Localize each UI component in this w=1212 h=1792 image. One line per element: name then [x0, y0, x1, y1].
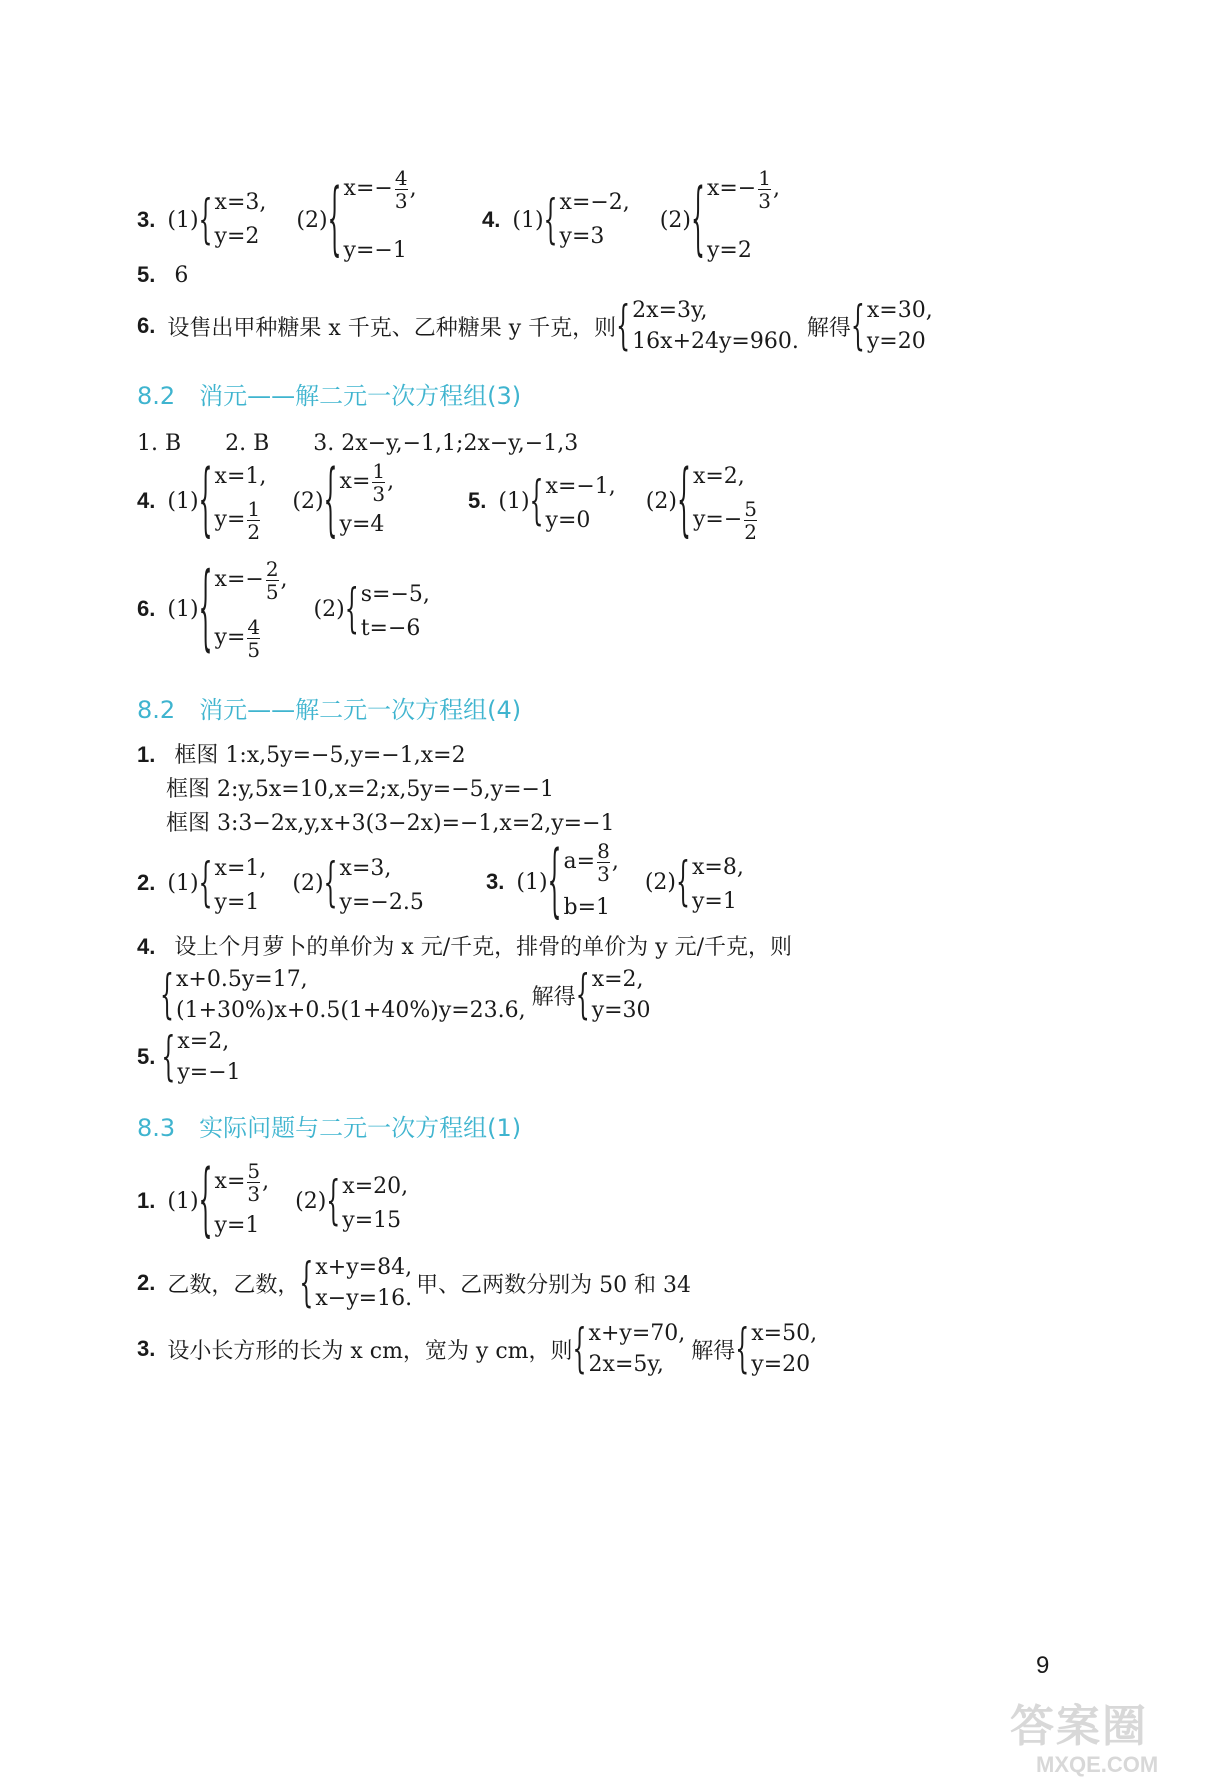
equation-system: { x=8, y=1 — [676, 851, 744, 913]
eq-line: x=2, — [177, 1028, 230, 1054]
s3-q3 — [137, 1316, 817, 1382]
q3-top — [137, 165, 417, 265]
q5-top — [137, 262, 188, 288]
eq-line: y=2 — [214, 224, 260, 249]
fraction — [758, 167, 771, 212]
part-label: (2) — [295, 1188, 327, 1214]
eq-line: y=20 — [866, 328, 926, 354]
part-label: (1) — [167, 207, 199, 233]
equation-system: { x=− $\frac{2}{5}$ , y= $\frac{4}{5}$ — [198, 556, 288, 662]
equation-system: { x=−2, y=3 — [544, 186, 630, 254]
answer-line: 框图 1:x,5y=−5,y=−1,x=2 — [174, 743, 466, 768]
question-number: 3. — [137, 1336, 156, 1361]
denominator: 5 — [265, 579, 279, 604]
equation-system: { x=2, y=30 — [575, 965, 651, 1025]
equation-system: { x=− $\frac{1}{3}$ , y=2 — [691, 172, 780, 268]
fraction — [372, 460, 385, 505]
eq-line: y=1 — [214, 1213, 260, 1238]
numerator: 5 — [247, 1158, 261, 1183]
fraction — [247, 498, 260, 543]
q4-top — [482, 165, 780, 265]
s2-q2 — [137, 846, 424, 920]
eq-line: x+y=70, — [588, 1320, 686, 1346]
denominator: 3 — [758, 188, 771, 213]
eq-text: a= — [563, 849, 596, 874]
section-title: 8.2 消元——解二元一次方程组(3) — [137, 382, 522, 410]
equation-system: { a= $\frac{8}{3}$ , b=1 — [547, 837, 619, 927]
eq-line: x=8, — [692, 855, 744, 880]
watermark-logo: 答案圈 — [1010, 1702, 1148, 1751]
eq-line: y=−1 — [177, 1059, 241, 1085]
question-number: 1. — [137, 1188, 156, 1213]
question-number: 3. — [486, 869, 505, 894]
numerator: 2 — [265, 556, 279, 581]
equation-system: { x= $\frac{1}{3}$ , y=4 — [323, 456, 395, 546]
eq-line: y=15 — [342, 1208, 402, 1233]
part-label: (2) — [644, 869, 676, 895]
numerator: 4 — [394, 165, 408, 190]
eq-line: y=3 — [559, 224, 605, 249]
eq-line: x=−2, — [559, 190, 630, 215]
eq-text: , — [772, 176, 780, 201]
s3-q2 — [137, 1250, 691, 1316]
question-number: 6. — [137, 313, 156, 338]
s1-q5 — [468, 456, 759, 546]
question-number: 4. — [137, 488, 156, 513]
eq-line: x+y=84, — [315, 1254, 413, 1280]
question-number: 6. — [137, 596, 156, 621]
eq-text: y= — [214, 507, 246, 532]
s1-q4 — [137, 456, 395, 546]
equation-system: { x=3, y=−2.5 — [324, 852, 424, 914]
eq-line: x+0.5y=17, — [176, 966, 308, 992]
eq-line: y=−1 — [343, 238, 407, 263]
eq-line: 2x=5y, — [588, 1351, 664, 1377]
fraction — [247, 616, 260, 661]
answer-text: 设小长方形的长为 x cm，宽为 y cm，则 — [167, 1338, 573, 1364]
equation-system: { x=50, y=20 — [735, 1319, 818, 1379]
equation-system: { x=−1, y=0 — [530, 470, 616, 532]
eq-text: , — [280, 567, 288, 592]
answer-text: 6 — [174, 263, 189, 288]
question-number: 4. — [137, 934, 156, 959]
s1-q6 — [137, 556, 430, 662]
question-number: 5. — [137, 262, 156, 287]
eq-line: x=20, — [342, 1174, 409, 1199]
eq-line: 16x+24y=960. — [632, 328, 799, 354]
eq-line: x=2, — [692, 464, 745, 489]
equation-system: { x=1, y= $\frac{1}{2}$ — [198, 456, 267, 546]
eq-line: x=1, — [214, 856, 267, 881]
denominator: 3 — [372, 481, 386, 506]
watermark-url: MXQE.COM — [1036, 1752, 1159, 1777]
eq-line: x=−1, — [545, 474, 616, 499]
eq-line: y=1 — [214, 890, 260, 915]
numerator: 4 — [247, 614, 261, 639]
s3-q1 — [137, 1158, 408, 1244]
equation-system: { x=20, y=15 — [326, 1170, 408, 1232]
part-label: (1) — [512, 207, 544, 233]
eq-text: , — [409, 176, 417, 201]
numerator: 1 — [247, 496, 261, 521]
equation-system: { x=3, y=2 — [199, 186, 267, 254]
eq-text: x=− — [343, 176, 393, 201]
answer-text: 设售出甲种糖果 x 千克、乙种糖果 y 千克，则 — [167, 315, 617, 341]
eq-line: t=−6 — [360, 616, 421, 641]
numerator: 1 — [372, 458, 386, 483]
part-label: (1) — [498, 488, 530, 514]
equation-system: { x=2, y=−1 — [161, 1027, 241, 1087]
numerator: 8 — [597, 838, 610, 863]
eq-text: x=− — [214, 567, 264, 592]
eq-text: y=− — [692, 507, 743, 532]
page-number: 9 — [1036, 1652, 1050, 1679]
answer-text: 甲、乙两数分别为 50 和 34 — [416, 1272, 692, 1298]
equation-system: { x= $\frac{5}{3}$ , y=1 — [198, 1156, 270, 1246]
question-number: 1. — [137, 742, 156, 767]
eq-line: y=2 — [706, 238, 752, 263]
equation-system: { s=−5, t=−6 — [345, 578, 430, 640]
answer-text: 设上个月萝卜的单价为 x 元/千克，排骨的单价为 y 元/千克，则 — [174, 935, 792, 960]
part-label: (2) — [292, 488, 324, 514]
question-number: 5. — [137, 1044, 156, 1069]
denominator: 2 — [744, 519, 757, 544]
s2-q1-line2: 框图 2:y,5x=10,x=2;x,5y=−5,y=−1 — [166, 777, 554, 802]
eq-line: y=0 — [545, 508, 591, 533]
eq-line: y=30 — [591, 997, 651, 1023]
denominator: 3 — [394, 188, 408, 213]
fraction — [395, 167, 408, 212]
question-number: 2. — [137, 1270, 156, 1295]
equation-system: { x=1, y=1 — [199, 852, 267, 914]
s2-q4 — [137, 930, 792, 961]
numerator: 5 — [744, 496, 757, 521]
part-label: (1) — [167, 1188, 199, 1214]
section-title: 8.2 消元——解二元一次方程组(4) — [137, 696, 522, 724]
s2-q3 — [486, 836, 744, 928]
eq-text: x=− — [706, 176, 757, 201]
answer-text: 乙数，乙数， — [167, 1272, 300, 1298]
part-label: (2) — [645, 488, 677, 514]
eq-line: b=1 — [563, 895, 611, 920]
solve-label: 解得 — [806, 315, 851, 341]
eq-line: y=−2.5 — [339, 890, 424, 915]
part-label: (1) — [516, 869, 548, 895]
s2-q1 — [137, 738, 466, 769]
equation-system: { x=30, y=20 — [850, 296, 933, 356]
part-label: (1) — [167, 596, 199, 622]
denominator: 2 — [247, 519, 261, 544]
eq-line: y=4 — [339, 512, 385, 537]
equation-system: { x+y=70, 2x=5y, — [572, 1319, 686, 1379]
question-number: 5. — [468, 488, 487, 513]
eq-text: y= — [214, 625, 246, 650]
eq-text: , — [387, 469, 395, 494]
solve-label: 解得 — [691, 1338, 736, 1364]
fraction — [266, 558, 279, 603]
eq-line: x−y=16. — [315, 1285, 413, 1311]
eq-line: x=3, — [214, 190, 267, 215]
eq-line: x=3, — [339, 856, 392, 881]
part-label: (1) — [167, 488, 199, 514]
fraction — [744, 498, 757, 543]
s2-q1-line3: 框图 3:3−2x,y,x+3(3−2x)=−1,x=2,y=−1 — [166, 811, 615, 836]
equation-system: { x=2, y=− $\frac{5}{2}$ — [676, 456, 757, 546]
eq-line: s=−5, — [360, 582, 430, 607]
denominator: 5 — [247, 637, 261, 662]
part-label: (2) — [659, 207, 691, 233]
equation-system: { x+y=84, x−y=16. — [299, 1253, 413, 1313]
eq-text: x= — [339, 469, 371, 494]
eq-line: y=1 — [692, 889, 737, 914]
question-number: 2. — [137, 870, 156, 895]
s2-q4-systems — [160, 962, 651, 1028]
eq-line: x=2, — [591, 966, 644, 992]
eq-text: , — [611, 849, 619, 874]
eq-line: 2x=3y, — [632, 297, 708, 323]
part-label: (2) — [313, 596, 345, 622]
part-label: (1) — [167, 870, 199, 896]
question-number: 4. — [482, 207, 501, 232]
eq-line: x=50, — [751, 1320, 818, 1346]
section-title: 8.3 实际问题与二元一次方程组(1) — [137, 1114, 522, 1142]
numerator: 1 — [758, 165, 771, 190]
question-number: 3. — [137, 207, 156, 232]
eq-line: x=30, — [866, 297, 933, 323]
eq-text: , — [262, 1169, 270, 1194]
equation-system: { 2x=3y, 16x+24y=960. — [616, 296, 799, 356]
part-label: (2) — [292, 870, 324, 896]
solve-label: 解得 — [531, 984, 576, 1010]
part-label: (2) — [296, 207, 328, 233]
denominator: 3 — [597, 861, 610, 886]
denominator: 3 — [247, 1181, 261, 1206]
fraction — [597, 840, 610, 885]
q6-top — [137, 293, 933, 359]
s1-q1-line: 1. B 2. B 3. 2x−y,−1,1;2x−y,−1,3 — [137, 431, 579, 456]
eq-line: y=20 — [751, 1351, 811, 1377]
equation-system: { x=− $\frac{4}{3}$ , y=−1 — [328, 172, 417, 268]
s2-q5 — [137, 1024, 241, 1090]
eq-line: x=1, — [214, 464, 267, 489]
eq-text: x= — [214, 1169, 246, 1194]
fraction — [247, 1160, 260, 1205]
eq-line: (1+30%)x+0.5(1+40%)y=23.6, — [176, 997, 526, 1023]
equation-system: { x+0.5y=17, (1+30%)x+0.5(1+40%)y=23.6, — [160, 965, 526, 1025]
